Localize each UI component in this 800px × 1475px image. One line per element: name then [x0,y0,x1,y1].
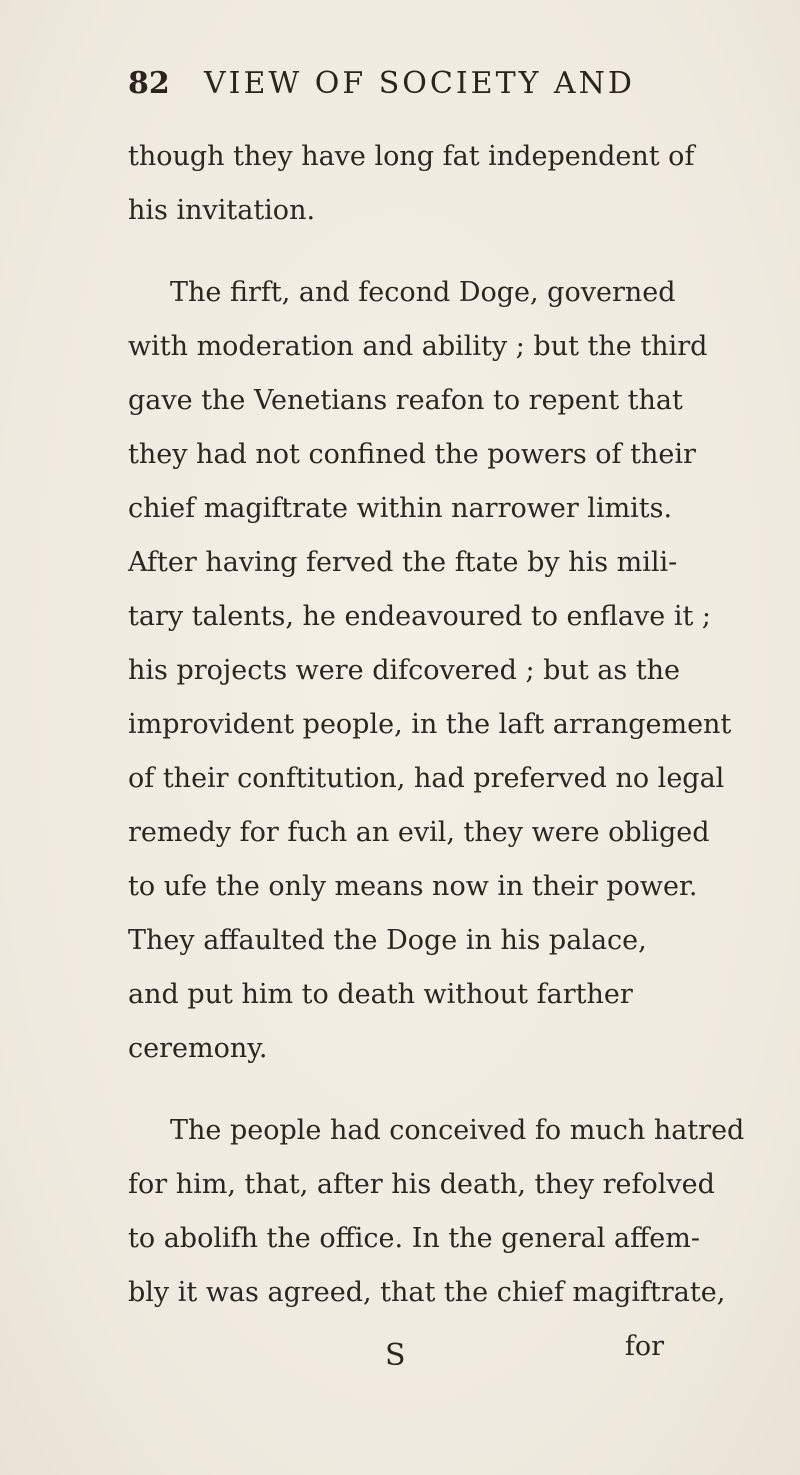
text-line: remedy for fuch an evil, they were obliged [128,817,710,848]
page-number: 82 [128,66,170,101]
text-line: they had not confined the powers of their [128,439,696,470]
signature-mark: S [385,1338,406,1373]
catchword: for [624,1331,664,1362]
text-line: with moderation and ability ; but the third [128,331,708,362]
text-line: bly it was agreed, that the chief magiftrate, [128,1277,726,1308]
page-header [128,66,688,106]
text-line: of their conftitution, had preferved no legal [128,763,725,794]
text-line: for him, that, after his death, they refolved [128,1169,715,1200]
body-text [128,130,745,1374]
text-line: They affaulted the Doge in his palace, [128,925,647,956]
text-line: his invitation. [128,195,316,226]
text-line: tary talents, he endeavoured to enflave it ; [128,601,711,632]
text-line: gave the Venetians reafon to repent that [128,385,683,416]
text-line: chief magiftrate within narrower limits. [128,493,673,524]
text-line: The people had conceived fo much hatred [170,1115,745,1146]
text-line: improvident people, in the laft arrangement [128,709,732,740]
running-head: VIEW OF SOCIETY AND [204,66,635,101]
text-line: and put him to death without farther [128,979,633,1010]
text-line: to ufe the only means now in their power. [128,871,698,902]
text-line: ceremony. [128,1033,268,1064]
text-line: to abolifh the office. In the general affem- [128,1223,700,1254]
text-line: his projects were difcovered ; but as the [128,655,681,686]
text-line: The firft, and fecond Doge, governed [170,277,676,308]
text-line: After having ferved the ftate by his mili- [128,547,678,578]
text-line: though they have long fat independent of [128,141,695,172]
